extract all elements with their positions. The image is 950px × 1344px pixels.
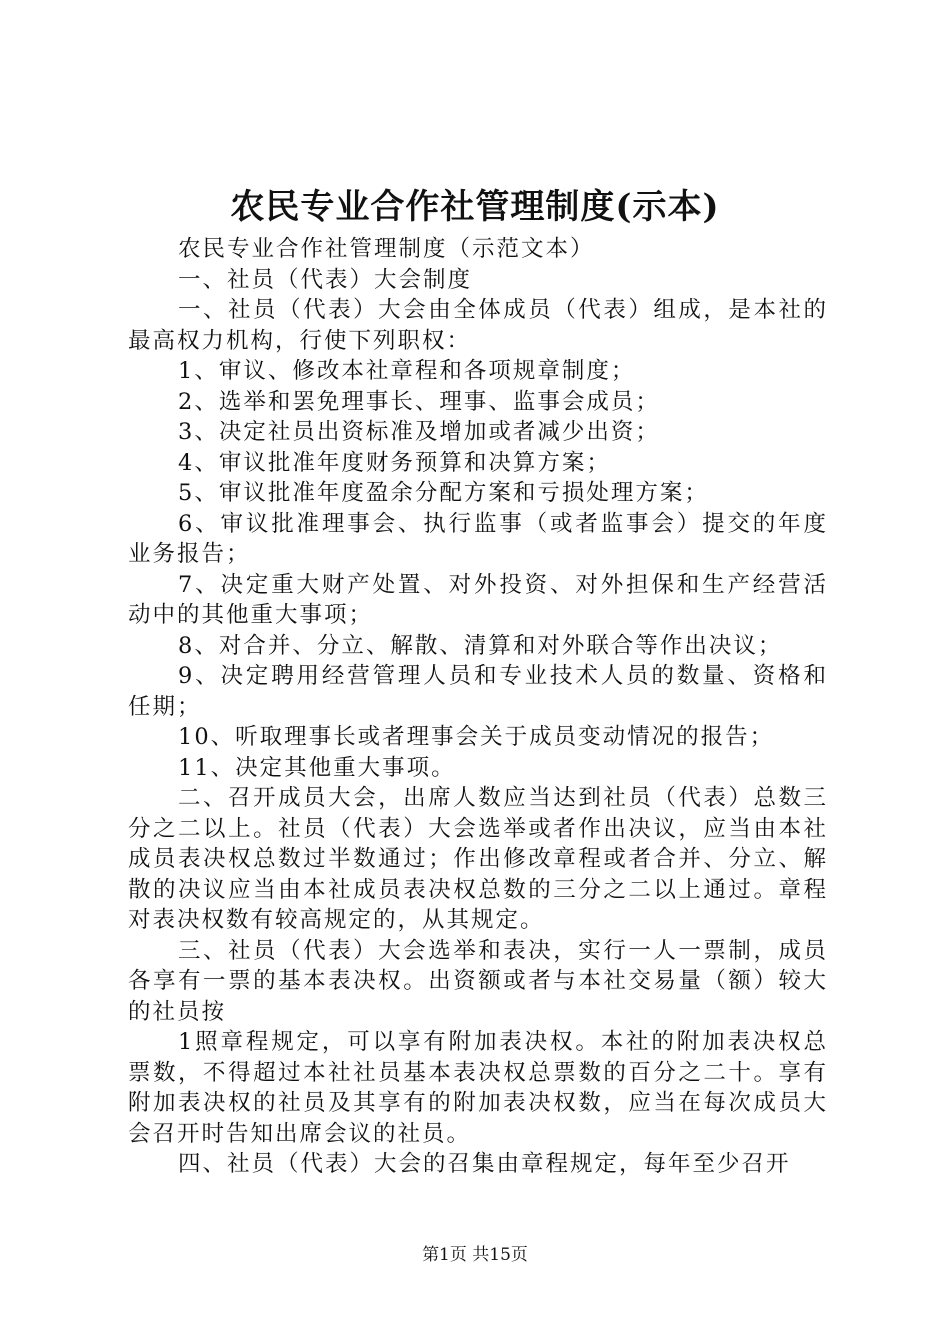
list-item: 11、决定其他重大事项。	[178, 754, 456, 781]
list-item: 6、审议批准理事会、执行监事（或者监事会）提交的年度业务报告；	[128, 510, 828, 567]
body-paragraph: 四、社员（代表）大会的召集由章程规定，每年至少召开	[178, 1151, 791, 1177]
list-item: 7、决定重大财产处置、对外投资、对外担保和生产经营活动中的其他重大事项；	[128, 571, 828, 628]
document-title: 农民专业合作社管理制度(示本)	[230, 187, 720, 227]
subtitle-paragraph: 农民专业合作社管理制度（示范文本）	[178, 236, 595, 262]
list-item: 10、听取理事长或者理事会关于成员变动情况的报告；	[178, 724, 775, 750]
list-item: 2、选举和罢免理事长、理事、监事会成员；	[178, 388, 660, 415]
document-body	[128, 234, 828, 1180]
list-item: 4、审议批准年度财务预算和决算方案；	[178, 449, 611, 476]
body-paragraph: 三、社员（代表）大会选举和表决，实行一人一票制，成员各享有一票的基本表决权。出资额或者与本社交易量（额）较大的社员按	[128, 937, 828, 1025]
list-item: 5、审议批准年度盈余分配方案和亏损处理方案；	[178, 480, 709, 506]
page-number-footer: 第1页 共15页	[422, 1245, 528, 1265]
list-item: 1、审议、修改本社章程和各项规章制度；	[178, 358, 636, 384]
list-item: 8、对合并、分立、解散、清算和对外联合等作出决议；	[178, 632, 783, 659]
body-paragraph: 二、召开成员大会，出席人数应当达到社员（代表）总数三分之二以上。社员（代表）大会选举或者作出决议，应当由本社成员表决权总数过半数通过；作出修改章程或者合并、分立、解散的决议应当由本社成员表决权总数的三分之二以上通过。章程对表决权数有较高规定的，从其规定。	[128, 785, 828, 933]
list-item: 3、决定社员出资标准及增加或者减少出资；	[178, 419, 660, 445]
body-paragraph: 1照章程规定，可以享有附加表决权。本社的附加表决权总票数，不得超过本社社员基本表决权总票数的百分之二十。享有附加表决权的社员及其享有的附加表决权数，应当在每次成员大会召开时告知出席会议的社员。	[128, 1029, 828, 1147]
body-paragraph: 一、社员（代表）大会由全体成员（代表）组成，是本社的最高权力机构，行使下列职权：	[128, 297, 828, 354]
section-heading: 一、社员（代表）大会制度	[178, 266, 473, 293]
list-item: 9、决定聘用经营管理人员和专业技术人员的数量、资格和任期；	[128, 663, 828, 720]
